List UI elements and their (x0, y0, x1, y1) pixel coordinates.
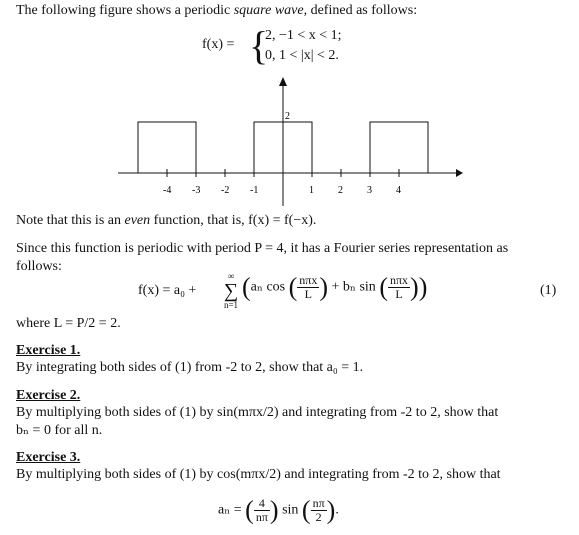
sin-term: + bₙ sin (331, 279, 376, 295)
outer-paren-open: ( (242, 272, 251, 302)
final-eq-period: . (335, 502, 339, 518)
final-paren-2-open: ( (301, 495, 311, 525)
series-sum (222, 272, 240, 310)
sin-frac-den: L (395, 287, 403, 301)
cos-frac-num: nπx (299, 273, 318, 287)
exercise-2-body: By multiplying both sides of (1) by sin(mπx/2) and integrating from -2 to 2, show that (16, 405, 499, 420)
final-sin: sin (282, 502, 299, 518)
final-frac-1-num: 4 (254, 497, 270, 511)
square-wave-figure (0, 0, 579, 210)
pulse-left (138, 122, 196, 173)
even-note (16, 213, 316, 229)
tick-label-3: 3 (367, 185, 372, 196)
intro-text-end: , defined as follows: (303, 3, 418, 18)
even-note-text-end: function, that is, f(x) = f(−x). (150, 213, 317, 228)
definition-brace: { (249, 23, 269, 68)
exercise-1-body: By integrating both sides of (1) from -2 to 2, show that a₀ = 1. (16, 360, 364, 375)
sum-symbol: ∑ (223, 280, 239, 302)
even-note-emphasis: even (124, 213, 151, 228)
fourier-note-line-1: Since this function is periodic with period P = 4, it has a Fourier series representation as (16, 241, 509, 256)
tick-label-2: 2 (338, 185, 343, 196)
series-equation-lhs: f(x) = a₀ + (138, 283, 197, 298)
tick-label--1: -1 (250, 185, 259, 196)
tick-label--4: -4 (163, 185, 172, 196)
sin-paren-close: ) (410, 272, 419, 302)
peak-label: 2 (285, 111, 290, 122)
where-line: where L = P/2 = 2. (16, 316, 121, 331)
fourier-note-line-2: follows: (16, 259, 62, 274)
cos-frac-den: L (304, 287, 312, 301)
definition-lhs: f(x) = (202, 37, 235, 52)
equation-number: (1) (540, 283, 557, 298)
sin-frac-num: nπx (389, 273, 409, 287)
cos-paren-open: ( (288, 272, 298, 302)
final-paren-1-open: ( (245, 495, 254, 525)
definition-case-1: 2, −1 < x < 1; (265, 28, 342, 43)
exercise-2-body-line-2: bₙ = 0 for all n. (16, 423, 103, 438)
even-note-text: Note that this is an (16, 213, 125, 228)
tick-label-4: 4 (396, 185, 401, 196)
cos-paren-close: ) (319, 272, 329, 302)
final-paren-1-close: ) (269, 495, 279, 525)
intro-text: The following figure shows a periodic (16, 3, 234, 18)
tick-label--3: -3 (192, 185, 201, 196)
final-equation (218, 497, 339, 524)
final-frac-1-den: nπ (255, 510, 268, 524)
pulse-right (370, 122, 428, 173)
outer-paren-close: ) (418, 272, 428, 302)
final-eq-lhs: aₙ = (218, 502, 242, 518)
cos-term: aₙ cos (250, 279, 286, 295)
exercise-1-title: Exercise 1. (16, 343, 81, 358)
tick-label-1: 1 (309, 185, 314, 196)
final-frac-2-den: 2 (315, 510, 322, 524)
exercise-3-title: Exercise 3. (16, 450, 81, 465)
definition-case-2: 0, 1 < |x| < 2. (265, 48, 339, 63)
y-axis-arrow (279, 77, 287, 86)
exercise-2-title: Exercise 2. (16, 388, 81, 403)
sum-lower-limit: n=1 (223, 300, 239, 310)
final-paren-2-close: ) (326, 495, 336, 525)
tick-label--2: -2 (221, 185, 230, 196)
sin-paren-open: ( (379, 272, 388, 302)
exercise-3-body: By multiplying both sides of (1) by cos(mπx/2) and integrating from -2 to 2, show that (16, 467, 501, 482)
x-axis-arrow (456, 169, 463, 177)
intro-emphasis: square wave (233, 3, 304, 18)
series-equation-terms (242, 274, 427, 301)
final-frac-2-num: nπ (312, 496, 325, 510)
sum-upper-limit: ∞ (227, 271, 235, 281)
